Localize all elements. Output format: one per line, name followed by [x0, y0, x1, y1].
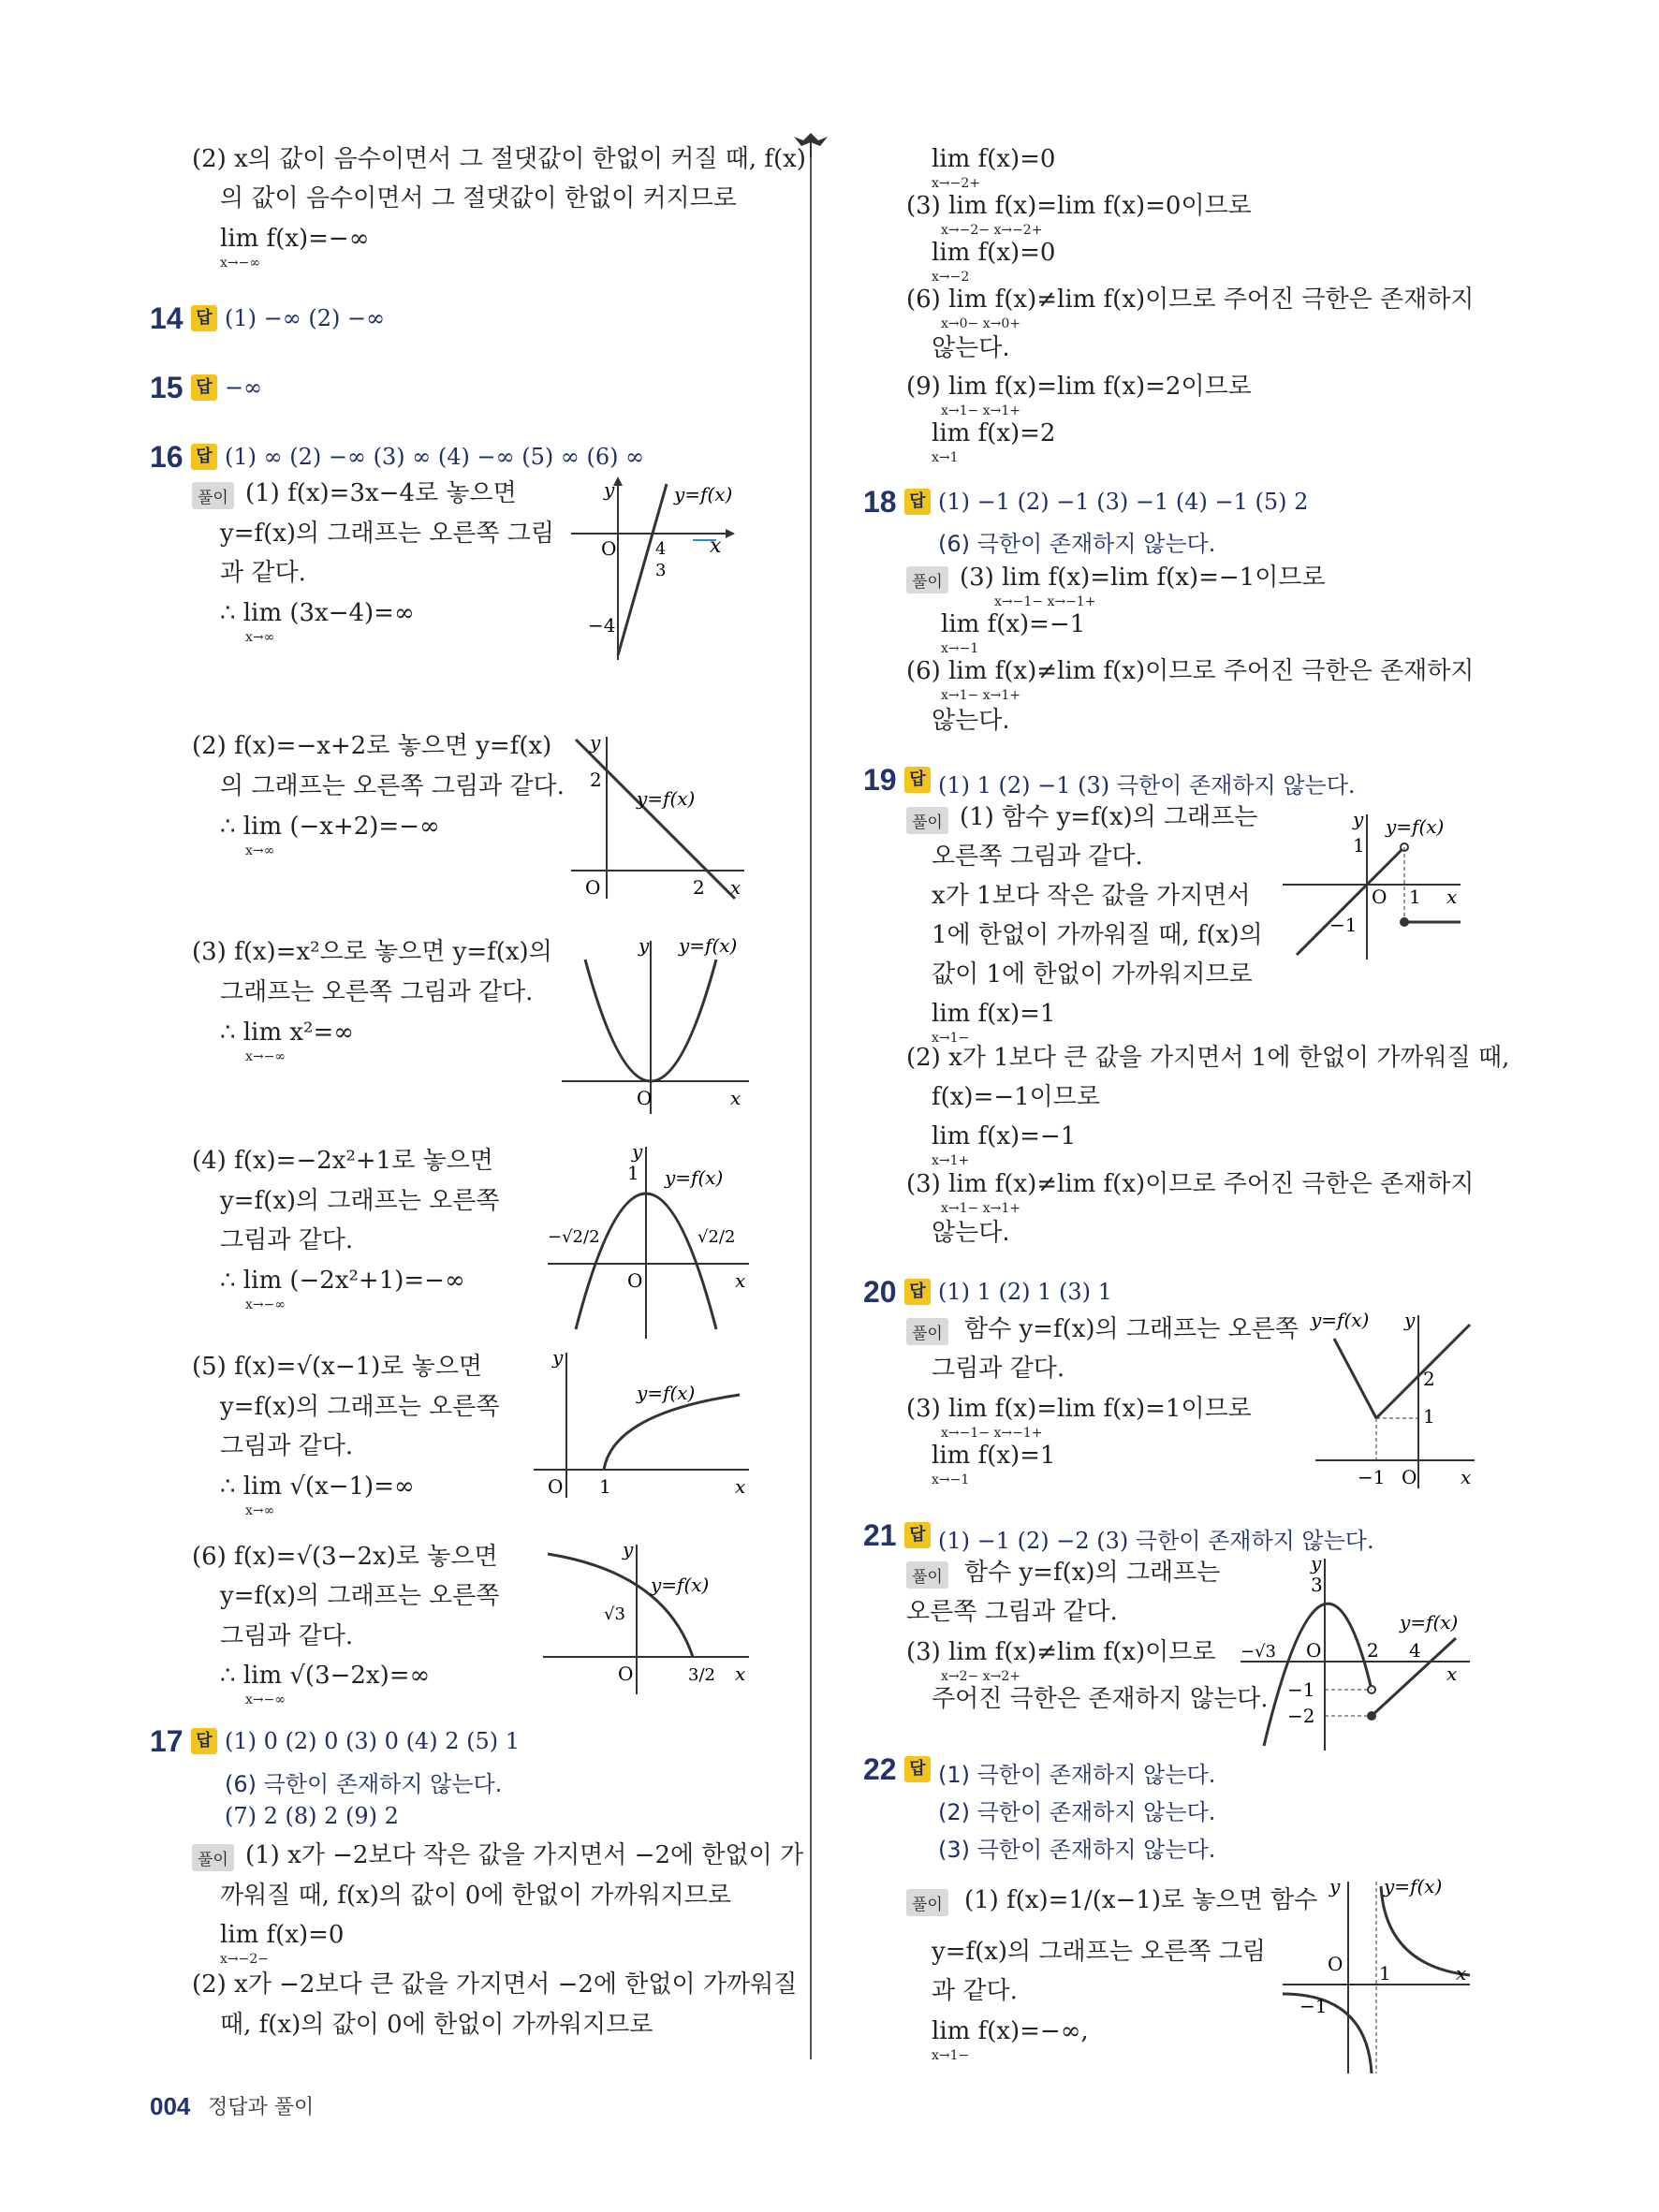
q22-number: 22: [863, 1752, 897, 1786]
q22-pool-badge: 풀이: [906, 1889, 948, 1916]
svg-text:O: O: [627, 1269, 643, 1292]
q16-p6-sub: x→−∞: [245, 1692, 286, 1707]
q17-answer-3: (7) 2 (8) 2 (9) 2: [225, 1803, 399, 1829]
q20-number: 20: [863, 1275, 897, 1309]
q21-line4: 주어진 극한은 존재하지 않는다.: [932, 1685, 1269, 1713]
svg-text:1: 1: [599, 1475, 611, 1498]
q15-number: 15: [150, 371, 184, 404]
q16-p4-line4: ∴ lim (−2x²+1)=−∞: [220, 1267, 465, 1295]
q19-line11: 않는다.: [932, 1219, 1010, 1247]
q16-graph-5: [524, 1343, 758, 1502]
q16-graph-6: [534, 1535, 758, 1704]
q21-dap-badge: 답: [904, 1522, 931, 1548]
q16-graph-4: [538, 1137, 758, 1343]
q16-p3-line2: 그래프는 오른쪽 그림과 같다.: [220, 978, 534, 1006]
svg-text:O: O: [618, 1663, 634, 1685]
svg-text:√2/2: √2/2: [697, 1227, 736, 1247]
intro-line-3: lim f(x)=−∞: [220, 225, 370, 253]
footer-label: 정답과 풀이: [208, 2096, 315, 2119]
q14-answer: (1) −∞ (2) −∞: [225, 305, 386, 331]
q19-line9-sub: x→1+: [932, 1153, 970, 1168]
svg-text:O: O: [585, 876, 601, 899]
q16-p4-line2: y=f(x)의 그래프는 오른쪽: [220, 1187, 500, 1215]
svg-text:x: x: [735, 1663, 746, 1685]
r-top-l1-sub: x→−2+: [932, 176, 980, 191]
svg-text:O: O: [1402, 1466, 1417, 1488]
svg-text:x: x: [1446, 1663, 1458, 1685]
divider-ornament-icon: [792, 129, 830, 157]
q20-line3-sub: x→−1− x→−1+: [941, 1426, 1043, 1441]
r-top-l7-sub: x→1: [932, 450, 959, 465]
q16-p1-line1: (1) f(x)=3x−4로 놓으면: [245, 479, 517, 507]
q16-graph-1: [562, 473, 758, 669]
q20-line4-sub: x→−1: [932, 1472, 970, 1487]
q16-p5-line3: 그림과 같다.: [220, 1432, 354, 1460]
q18-l3: (6) lim f(x)≠lim f(x)이므로 주어진 극한은 존재하지: [906, 657, 1475, 685]
svg-text:y=f(x): y=f(x): [637, 1382, 696, 1404]
svg-text:3/2: 3/2: [688, 1665, 715, 1685]
q19-number: 19: [863, 763, 897, 797]
svg-text:y=f(x): y=f(x): [651, 1574, 710, 1596]
r-top-l6: (9) lim f(x)=lim f(x)=2이므로: [906, 373, 1252, 401]
q16-answer: (1) ∞ (2) −∞ (3) ∞ (4) −∞ (5) ∞ (6) ∞: [225, 444, 645, 470]
q20-line1: 함수 y=f(x)의 그래프는 오른쪽: [964, 1315, 1299, 1343]
r-top-l7: lim f(x)=2: [932, 419, 1056, 447]
svg-text:−√2/2: −√2/2: [548, 1227, 600, 1247]
q16-p2-sub: x→∞: [245, 843, 275, 858]
svg-text:−1: −1: [1329, 914, 1358, 936]
svg-text:4: 4: [1409, 1639, 1421, 1662]
q19-line9: lim f(x)=−1: [932, 1122, 1077, 1150]
svg-text:x: x: [1456, 1962, 1467, 1985]
r-top-l3-sub: x→−2: [932, 270, 970, 285]
svg-text:x: x: [1446, 886, 1458, 908]
svg-text:y: y: [1353, 808, 1364, 830]
q16-pool-badge: 풀이: [192, 482, 234, 509]
svg-text:−1: −1: [1358, 1466, 1386, 1488]
svg-text:y=f(x): y=f(x): [1400, 1611, 1459, 1633]
svg-text:−2: −2: [1287, 1705, 1315, 1727]
q19-line10-sub: x→1− x→1+: [941, 1201, 1020, 1216]
q16-p1-sub: x→∞: [245, 630, 275, 645]
q19-line8: f(x)=−1이므로: [932, 1083, 1101, 1111]
svg-text:3: 3: [655, 561, 667, 580]
q21-pool-badge: 풀이: [906, 1561, 948, 1589]
q16-p3-sub: x→−∞: [245, 1049, 286, 1064]
q19-line4: 1에 한없이 가까워질 때, f(x)의: [932, 921, 1263, 949]
q20-answer: (1) 1 (2) 1 (3) 1: [938, 1279, 1112, 1305]
q17-line2: 까워질 때, f(x)의 값이 0에 한없이 가까워지므로: [220, 1882, 731, 1910]
q19-line10: (3) lim f(x)≠lim f(x)이므로 주어진 극한은 존재하지: [906, 1170, 1475, 1198]
svg-text:x: x: [1461, 1466, 1472, 1488]
q22-answer-3: (3) 극한이 존재하지 않는다.: [938, 1837, 1216, 1863]
r-top-l1: lim f(x)=0: [932, 145, 1056, 173]
q20-graph: [1306, 1306, 1484, 1493]
q17-line5: 때, f(x)의 값이 0에 한없이 가까워지므로: [220, 2011, 653, 2039]
q19-answer: (1) 1 (2) −1 (3) 극한이 존재하지 않는다.: [938, 772, 1356, 798]
q18-l4: 않는다.: [932, 707, 1010, 735]
q18-l2: lim f(x)=−1: [941, 610, 1086, 638]
q17-line4: (2) x가 −2보다 큰 값을 가지면서 −2에 한없이 가까워질: [192, 1970, 798, 1999]
svg-text:y: y: [552, 1346, 564, 1369]
q16-p5-sub: x→∞: [245, 1503, 275, 1518]
svg-text:−√3: −√3: [1241, 1642, 1277, 1662]
q22-answer-2: (2) 극한이 존재하지 않는다.: [938, 1799, 1216, 1825]
svg-text:y=f(x): y=f(x): [665, 1166, 724, 1189]
svg-text:x: x: [735, 1269, 746, 1292]
q20-line4: lim f(x)=1: [932, 1442, 1056, 1470]
q19-line7: (2) x가 1보다 큰 값을 가지면서 1에 한없이 가까워질 때,: [906, 1044, 1510, 1072]
svg-text:y: y: [632, 1140, 643, 1163]
svg-text:−1: −1: [1287, 1678, 1315, 1701]
q16-p4-sub: x→−∞: [245, 1297, 286, 1312]
svg-text:4: 4: [655, 539, 667, 559]
q16-p6-line4: ∴ lim √(3−2x)=∞: [220, 1662, 431, 1690]
svg-text:y: y: [639, 934, 650, 957]
intro-line-2: 의 값이 음수이면서 그 절댓값이 한없이 커지므로: [220, 184, 737, 212]
q22-line4: lim f(x)=−∞,: [932, 2017, 1089, 2045]
q22-line1: (1) f(x)=1/(x−1)로 놓으면 함수: [964, 1886, 1318, 1914]
intro-line-3-sub: x→−∞: [220, 256, 261, 271]
q16-p5-line2: y=f(x)의 그래프는 오른쪽: [220, 1393, 500, 1421]
q21-number: 21: [863, 1518, 897, 1552]
q19-pool-badge: 풀이: [906, 807, 948, 834]
q17-line1: (1) x가 −2보다 작은 값을 가지면서 −2에 한없이 가: [245, 1841, 804, 1869]
q16-p6-line3: 그림과 같다.: [220, 1622, 354, 1650]
q18-pool-badge: 풀이: [906, 566, 948, 593]
q19-line2: 오른쪽 그림과 같다.: [932, 842, 1143, 871]
q20-pool-badge: 풀이: [906, 1318, 948, 1345]
q16-p4-line3: 그림과 같다.: [220, 1226, 354, 1254]
q17-number: 17: [150, 1724, 184, 1758]
svg-text:y: y: [590, 731, 601, 754]
q19-dap-badge: 답: [904, 767, 931, 793]
q21-line3-sub: x→2− x→2+: [941, 1669, 1020, 1684]
q16-p1-line3: 과 같다.: [220, 559, 306, 587]
q16-p5-line4: ∴ lim √(x−1)=∞: [220, 1472, 415, 1501]
q18-answer-1: (1) −1 (2) −1 (3) −1 (4) −1 (5) 2: [938, 489, 1309, 515]
svg-text:x: x: [710, 535, 722, 558]
svg-text:y=f(x): y=f(x): [1384, 1875, 1443, 1897]
q14-dap-badge: 답: [191, 305, 217, 331]
intro-line-1: (2) x의 값이 음수이면서 그 절댓값이 한없이 커질 때, f(x): [192, 145, 806, 173]
svg-text:3: 3: [1311, 1574, 1323, 1596]
q18-dap-badge: 답: [904, 489, 931, 515]
r-top-l2: (3) lim f(x)=lim f(x)=0이므로: [906, 192, 1252, 220]
svg-text:1: 1: [1423, 1405, 1435, 1428]
q19-line1: (1) 함수 y=f(x)의 그래프는: [960, 803, 1258, 831]
svg-text:y=f(x): y=f(x): [674, 483, 733, 505]
r-top-l4: (6) lim f(x)≠lim f(x)이므로 주어진 극한은 존재하지: [906, 286, 1475, 314]
q18-l2-sub: x→−1: [941, 641, 979, 656]
q16-p4-line1: (4) f(x)=−2x²+1로 놓으면: [192, 1147, 493, 1175]
q17-answer-1: (1) 0 (2) 0 (3) 0 (4) 2 (5) 1: [225, 1728, 520, 1754]
q16-p2-line3: ∴ lim (−x+2)=−∞: [220, 813, 440, 841]
svg-text:y=f(x): y=f(x): [1386, 815, 1445, 838]
svg-text:2: 2: [590, 769, 602, 791]
svg-text:1: 1: [627, 1162, 639, 1184]
q20-dap-badge: 답: [904, 1279, 931, 1305]
svg-text:y: y: [604, 478, 615, 501]
q16-p6-line1: (6) f(x)=√(3−2x)로 놓으면: [192, 1543, 498, 1571]
q18-l1: (3) lim f(x)=lim f(x)=−1이므로: [960, 564, 1326, 592]
svg-text:x: x: [735, 1475, 746, 1498]
svg-text:O: O: [601, 537, 617, 560]
q18-l3-sub: x→1− x→1+: [941, 688, 1020, 703]
svg-text:O: O: [1306, 1639, 1322, 1662]
q17-pool-badge: 풀이: [192, 1844, 234, 1871]
q16-p1-line4: ∴ lim (3x−4)=∞: [220, 599, 415, 627]
page-number: 004: [150, 2092, 191, 2120]
q16-p2-line2: 의 그래프는 오른쪽 그림과 같다.: [220, 772, 565, 800]
q20-line2: 그림과 같다.: [932, 1355, 1065, 1383]
q19-line6: lim f(x)=1: [932, 1000, 1056, 1028]
q18-number: 18: [863, 485, 897, 519]
q19-graph: [1273, 805, 1470, 964]
q19-line5: 값이 1에 한없이 가까워지므로: [932, 960, 1253, 989]
q17-answer-2: (6) 극한이 존재하지 않는다.: [225, 1771, 503, 1797]
r-top-l5: 않는다.: [932, 334, 1010, 362]
svg-text:x: x: [730, 1087, 741, 1109]
column-divider: [810, 150, 812, 2059]
svg-text:−1: −1: [1299, 1995, 1328, 2017]
svg-text:2: 2: [693, 876, 705, 899]
q17-line3: lim f(x)=0: [220, 1921, 345, 1949]
q21-line3: (3) lim f(x)≠lim f(x)이므로: [906, 1638, 1216, 1666]
q14-number: 14: [150, 301, 184, 335]
q21-line1: 함수 y=f(x)의 그래프는: [964, 1559, 1221, 1587]
svg-text:O: O: [1372, 886, 1387, 908]
q15-dap-badge: 답: [191, 374, 217, 401]
svg-text:x: x: [730, 876, 741, 899]
q15-answer: −∞: [225, 374, 263, 401]
svg-text:y: y: [1404, 1309, 1416, 1331]
q19-line6-sub: x→1−: [932, 1031, 970, 1046]
q16-number: 16: [150, 440, 184, 474]
r-top-l2-sub: x→−2− x→−2+: [941, 223, 1043, 238]
q16-graph-2: [562, 725, 758, 913]
r-top-l3: lim f(x)=0: [932, 239, 1056, 267]
q22-line3: 과 같다.: [932, 1977, 1018, 2005]
svg-text:2: 2: [1423, 1368, 1435, 1390]
q16-p3-line1: (3) f(x)=x²으로 놓으면 y=f(x)의: [192, 938, 552, 966]
q19-line3: x가 1보다 작은 값을 가지면서: [932, 882, 1251, 910]
q22-line4-sub: x→1−: [932, 2048, 970, 2063]
q16-p3-line3: ∴ lim x²=∞: [220, 1018, 354, 1047]
r-top-l6-sub: x→1− x→1+: [941, 403, 1020, 418]
svg-text:1: 1: [1379, 1962, 1391, 1985]
svg-text:O: O: [548, 1475, 564, 1498]
q18-answer-2: (6) 극한이 존재하지 않는다.: [938, 531, 1216, 557]
q21-answer: (1) −1 (2) −2 (3) 극한이 존재하지 않는다.: [938, 1528, 1374, 1554]
svg-text:y: y: [623, 1538, 634, 1560]
svg-text:O: O: [1328, 1953, 1343, 1975]
svg-text:O: O: [637, 1087, 653, 1109]
svg-text:√3: √3: [604, 1604, 625, 1624]
svg-text:1: 1: [1409, 886, 1421, 908]
q16-p2-line1: (2) f(x)=−x+2로 놓으면 y=f(x): [192, 732, 552, 760]
svg-text:y: y: [1329, 1875, 1341, 1897]
q22-answer-1: (1) 극한이 존재하지 않는다.: [938, 1762, 1216, 1788]
q16-graph-3: [552, 931, 758, 1119]
svg-text:−4: −4: [588, 614, 616, 637]
q17-dap-badge: 답: [191, 1728, 217, 1754]
q21-graph: [1231, 1549, 1479, 1755]
svg-text:y=f(x): y=f(x): [679, 934, 738, 957]
q18-l1-sub: x→−1− x→−1+: [994, 594, 1096, 609]
q22-dap-badge: 답: [904, 1756, 931, 1782]
q16-dap-badge: 답: [191, 444, 217, 470]
q20-line3: (3) lim f(x)=lim f(x)=1이므로: [906, 1395, 1252, 1423]
q16-p5-line1: (5) f(x)=√(x−1)로 놓으면: [192, 1353, 483, 1381]
q17-line3-sub: x→−2−: [220, 1952, 269, 1967]
svg-text:y=f(x): y=f(x): [637, 787, 696, 810]
q22-graph: [1273, 1872, 1479, 2078]
q21-line2: 오른쪽 그림과 같다.: [906, 1598, 1118, 1626]
q16-p1-line2: y=f(x)의 그래프는 오른쪽 그림: [220, 520, 555, 548]
svg-text:1: 1: [1353, 834, 1365, 857]
svg-text:y=f(x): y=f(x): [1311, 1309, 1370, 1331]
svg-text:2: 2: [1367, 1639, 1379, 1662]
svg-text:y: y: [1311, 1552, 1322, 1575]
r-top-l4-sub: x→0− x→0+: [941, 316, 1020, 331]
q22-line2: y=f(x)의 그래프는 오른쪽 그림: [932, 1938, 1267, 1966]
q16-p6-line2: y=f(x)의 그래프는 오른쪽: [220, 1582, 500, 1610]
